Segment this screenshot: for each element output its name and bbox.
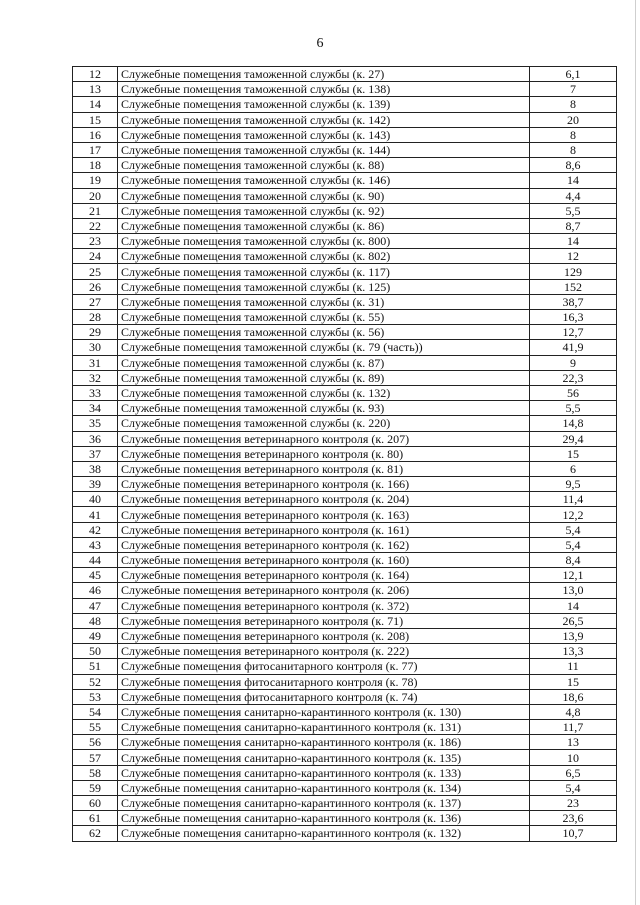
room-area-cell: 12,1 (530, 568, 617, 583)
row-number-cell: 45 (73, 568, 118, 583)
row-number-cell: 59 (73, 780, 118, 795)
table-row (73, 826, 617, 841)
room-area-cell: 8 (530, 142, 617, 157)
room-area-cell: 41,9 (530, 340, 617, 355)
row-number-cell: 13 (73, 82, 118, 97)
room-area-cell: 5,4 (530, 780, 617, 795)
table-row (73, 477, 617, 492)
table-row (73, 82, 617, 97)
room-area-cell: 8,4 (530, 553, 617, 568)
room-area-cell: 23,6 (530, 811, 617, 826)
table-row (73, 598, 617, 613)
table-row (73, 385, 617, 400)
room-name-cell: Служебные помещения ветеринарного контроля (к. 207) (118, 431, 530, 446)
row-number-cell: 39 (73, 477, 118, 492)
room-area-cell: 12,7 (530, 325, 617, 340)
room-name-cell: Служебные помещения таможенной службы (к. 56) (118, 325, 530, 340)
row-number-cell: 15 (73, 112, 118, 127)
table-row (73, 613, 617, 628)
table-row (73, 674, 617, 689)
table-row (73, 234, 617, 249)
room-name-cell: Служебные помещения таможенной службы (к. 220) (118, 416, 530, 431)
room-area-cell: 4,4 (530, 188, 617, 203)
row-number-cell: 16 (73, 127, 118, 142)
room-area-cell: 13,0 (530, 583, 617, 598)
room-name-cell: Служебные помещения таможенной службы (к. 139) (118, 97, 530, 112)
table-row (73, 188, 617, 203)
table-row (73, 628, 617, 643)
row-number-cell: 37 (73, 446, 118, 461)
room-area-cell: 129 (530, 264, 617, 279)
room-name-cell: Служебные помещения ветеринарного контроля (к. 206) (118, 583, 530, 598)
table-row (73, 67, 617, 82)
row-number-cell: 43 (73, 537, 118, 552)
table-row (73, 507, 617, 522)
room-area-cell: 14,8 (530, 416, 617, 431)
rooms-table (72, 66, 617, 842)
row-number-cell: 60 (73, 796, 118, 811)
room-name-cell: Служебные помещения таможенной службы (к. 142) (118, 112, 530, 127)
room-area-cell: 13 (530, 735, 617, 750)
room-area-cell: 20 (530, 112, 617, 127)
row-number-cell: 20 (73, 188, 118, 203)
row-number-cell: 17 (73, 142, 118, 157)
room-area-cell: 23 (530, 796, 617, 811)
room-name-cell: Служебные помещения ветеринарного контроля (к. 208) (118, 628, 530, 643)
row-number-cell: 29 (73, 325, 118, 340)
table-row (73, 492, 617, 507)
row-number-cell: 55 (73, 720, 118, 735)
table-row (73, 750, 617, 765)
room-name-cell: Служебные помещения таможенной службы (к. 117) (118, 264, 530, 279)
row-number-cell: 47 (73, 598, 118, 613)
room-name-cell: Служебные помещения таможенной службы (к. 146) (118, 173, 530, 188)
room-area-cell: 56 (530, 385, 617, 400)
room-name-cell: Служебные помещения санитарно-карантинного контроля (к. 135) (118, 750, 530, 765)
room-area-cell: 14 (530, 598, 617, 613)
table-row (73, 294, 617, 309)
room-name-cell: Служебные помещения таможенной службы (к. 31) (118, 294, 530, 309)
row-number-cell: 46 (73, 583, 118, 598)
room-name-cell: Служебные помещения ветеринарного контроля (к. 80) (118, 446, 530, 461)
room-area-cell: 16,3 (530, 310, 617, 325)
row-number-cell: 23 (73, 234, 118, 249)
room-area-cell: 11 (530, 659, 617, 674)
room-area-cell: 15 (530, 674, 617, 689)
room-area-cell: 13,9 (530, 628, 617, 643)
table-row (73, 310, 617, 325)
table-row (73, 431, 617, 446)
room-area-cell: 8,6 (530, 158, 617, 173)
table-row (73, 522, 617, 537)
row-number-cell: 25 (73, 264, 118, 279)
row-number-cell: 61 (73, 811, 118, 826)
table-row (73, 659, 617, 674)
room-name-cell: Служебные помещения санитарно-карантинного контроля (к. 132) (118, 826, 530, 841)
room-area-cell: 11,4 (530, 492, 617, 507)
row-number-cell: 22 (73, 218, 118, 233)
room-name-cell: Служебные помещения санитарно-карантинного контроля (к. 136) (118, 811, 530, 826)
row-number-cell: 35 (73, 416, 118, 431)
row-number-cell: 28 (73, 310, 118, 325)
room-area-cell: 38,7 (530, 294, 617, 309)
room-name-cell: Служебные помещения таможенной службы (к. 87) (118, 355, 530, 370)
room-area-cell: 18,6 (530, 689, 617, 704)
table-row (73, 340, 617, 355)
room-name-cell: Служебные помещения ветеринарного контроля (к. 164) (118, 568, 530, 583)
room-name-cell: Служебные помещения ветеринарного контроля (к. 222) (118, 644, 530, 659)
row-number-cell: 56 (73, 735, 118, 750)
room-name-cell: Служебные помещения ветеринарного контроля (к. 160) (118, 553, 530, 568)
room-name-cell: Служебные помещения таможенной службы (к. 27) (118, 67, 530, 82)
room-name-cell: Служебные помещения таможенной службы (к. 92) (118, 203, 530, 218)
room-area-cell: 8 (530, 127, 617, 142)
row-number-cell: 21 (73, 203, 118, 218)
room-area-cell: 10 (530, 750, 617, 765)
table-row (73, 416, 617, 431)
table-row (73, 735, 617, 750)
table-row (73, 811, 617, 826)
room-area-cell: 6,1 (530, 67, 617, 82)
row-number-cell: 14 (73, 97, 118, 112)
table-row (73, 704, 617, 719)
room-name-cell: Служебные помещения ветеринарного контроля (к. 163) (118, 507, 530, 522)
room-name-cell: Служебные помещения ветеринарного контроля (к. 166) (118, 477, 530, 492)
room-name-cell: Служебные помещения ветеринарного контроля (к. 372) (118, 598, 530, 613)
table-row (73, 264, 617, 279)
table-row (73, 583, 617, 598)
row-number-cell: 31 (73, 355, 118, 370)
table-row (73, 461, 617, 476)
row-number-cell: 40 (73, 492, 118, 507)
table-row (73, 158, 617, 173)
room-area-cell: 26,5 (530, 613, 617, 628)
room-name-cell: Служебные помещения ветеринарного контроля (к. 161) (118, 522, 530, 537)
rooms-table-body (73, 67, 617, 842)
room-name-cell: Служебные помещения таможенной службы (к. 125) (118, 279, 530, 294)
room-area-cell: 10,7 (530, 826, 617, 841)
room-name-cell: Служебные помещения фитосанитарного контроля (к. 77) (118, 659, 530, 674)
table-row (73, 796, 617, 811)
room-name-cell: Служебные помещения фитосанитарного контроля (к. 78) (118, 674, 530, 689)
row-number-cell: 27 (73, 294, 118, 309)
table-row (73, 279, 617, 294)
room-name-cell: Служебные помещения санитарно-карантинного контроля (к. 186) (118, 735, 530, 750)
room-area-cell: 6 (530, 461, 617, 476)
table-row (73, 568, 617, 583)
table-row (73, 720, 617, 735)
row-number-cell: 50 (73, 644, 118, 659)
room-name-cell: Служебные помещения таможенной службы (к. 89) (118, 370, 530, 385)
room-name-cell: Служебные помещения таможенной службы (к. 802) (118, 249, 530, 264)
room-name-cell: Служебные помещения санитарно-карантинного контроля (к. 134) (118, 780, 530, 795)
room-name-cell: Служебные помещения ветеринарного контроля (к. 204) (118, 492, 530, 507)
row-number-cell: 24 (73, 249, 118, 264)
table-row (73, 355, 617, 370)
row-number-cell: 49 (73, 628, 118, 643)
room-area-cell: 12,2 (530, 507, 617, 522)
room-area-cell: 14 (530, 234, 617, 249)
row-number-cell: 57 (73, 750, 118, 765)
room-name-cell: Служебные помещения фитосанитарного контроля (к. 74) (118, 689, 530, 704)
table-row (73, 249, 617, 264)
room-area-cell: 13,3 (530, 644, 617, 659)
room-name-cell: Служебные помещения таможенной службы (к. 800) (118, 234, 530, 249)
row-number-cell: 51 (73, 659, 118, 674)
room-area-cell: 29,4 (530, 431, 617, 446)
room-area-cell: 152 (530, 279, 617, 294)
room-area-cell: 12 (530, 249, 617, 264)
table-row (73, 370, 617, 385)
row-number-cell: 62 (73, 826, 118, 841)
room-name-cell: Служебные помещения таможенной службы (к. 132) (118, 385, 530, 400)
table-row (73, 97, 617, 112)
room-area-cell: 15 (530, 446, 617, 461)
room-area-cell: 11,7 (530, 720, 617, 735)
row-number-cell: 19 (73, 173, 118, 188)
table-row (73, 127, 617, 142)
room-area-cell: 6,5 (530, 765, 617, 780)
room-area-cell: 8 (530, 97, 617, 112)
room-name-cell: Служебные помещения таможенной службы (к. 143) (118, 127, 530, 142)
room-name-cell: Служебные помещения таможенной службы (к. 90) (118, 188, 530, 203)
row-number-cell: 42 (73, 522, 118, 537)
room-name-cell: Служебные помещения таможенной службы (к. 79 (часть)) (118, 340, 530, 355)
room-area-cell: 4,8 (530, 704, 617, 719)
table-row (73, 644, 617, 659)
table-row (73, 112, 617, 127)
room-name-cell: Служебные помещения санитарно-карантинного контроля (к. 137) (118, 796, 530, 811)
room-area-cell: 14 (530, 173, 617, 188)
row-number-cell: 33 (73, 385, 118, 400)
room-name-cell: Служебные помещения таможенной службы (к. 93) (118, 401, 530, 416)
room-name-cell: Служебные помещения таможенной службы (к. 55) (118, 310, 530, 325)
room-area-cell: 5,4 (530, 537, 617, 552)
row-number-cell: 44 (73, 553, 118, 568)
room-name-cell: Служебные помещения таможенной службы (к. 88) (118, 158, 530, 173)
room-name-cell: Служебные помещения ветеринарного контроля (к. 71) (118, 613, 530, 628)
page-number: 6 (316, 36, 324, 51)
row-number-cell: 53 (73, 689, 118, 704)
row-number-cell: 52 (73, 674, 118, 689)
room-name-cell: Служебные помещения ветеринарного контроля (к. 162) (118, 537, 530, 552)
row-number-cell: 54 (73, 704, 118, 719)
row-number-cell: 34 (73, 401, 118, 416)
table-row (73, 173, 617, 188)
row-number-cell: 48 (73, 613, 118, 628)
page-edge-line (635, 0, 636, 905)
table-row (73, 765, 617, 780)
room-name-cell: Служебные помещения таможенной службы (к. 144) (118, 142, 530, 157)
table-row (73, 553, 617, 568)
row-number-cell: 38 (73, 461, 118, 476)
room-area-cell: 22,3 (530, 370, 617, 385)
room-area-cell: 8,7 (530, 218, 617, 233)
room-name-cell: Служебные помещения санитарно-карантинного контроля (к. 133) (118, 765, 530, 780)
row-number-cell: 41 (73, 507, 118, 522)
table-row (73, 537, 617, 552)
row-number-cell: 18 (73, 158, 118, 173)
table-row (73, 689, 617, 704)
table-row (73, 142, 617, 157)
table-row (73, 780, 617, 795)
row-number-cell: 36 (73, 431, 118, 446)
room-area-cell: 7 (530, 82, 617, 97)
table-row (73, 325, 617, 340)
room-area-cell: 5,5 (530, 401, 617, 416)
row-number-cell: 26 (73, 279, 118, 294)
row-number-cell: 30 (73, 340, 118, 355)
row-number-cell: 58 (73, 765, 118, 780)
row-number-cell: 12 (73, 67, 118, 82)
room-name-cell: Служебные помещения таможенной службы (к. 86) (118, 218, 530, 233)
room-area-cell: 9,5 (530, 477, 617, 492)
room-name-cell: Служебные помещения таможенной службы (к. 138) (118, 82, 530, 97)
room-area-cell: 9 (530, 355, 617, 370)
room-name-cell: Служебные помещения ветеринарного контроля (к. 81) (118, 461, 530, 476)
table-row (73, 218, 617, 233)
room-name-cell: Служебные помещения санитарно-карантинного контроля (к. 130) (118, 704, 530, 719)
table-row (73, 401, 617, 416)
table-row (73, 446, 617, 461)
room-area-cell: 5,5 (530, 203, 617, 218)
row-number-cell: 32 (73, 370, 118, 385)
table-row (73, 203, 617, 218)
room-area-cell: 5,4 (530, 522, 617, 537)
room-name-cell: Служебные помещения санитарно-карантинного контроля (к. 131) (118, 720, 530, 735)
